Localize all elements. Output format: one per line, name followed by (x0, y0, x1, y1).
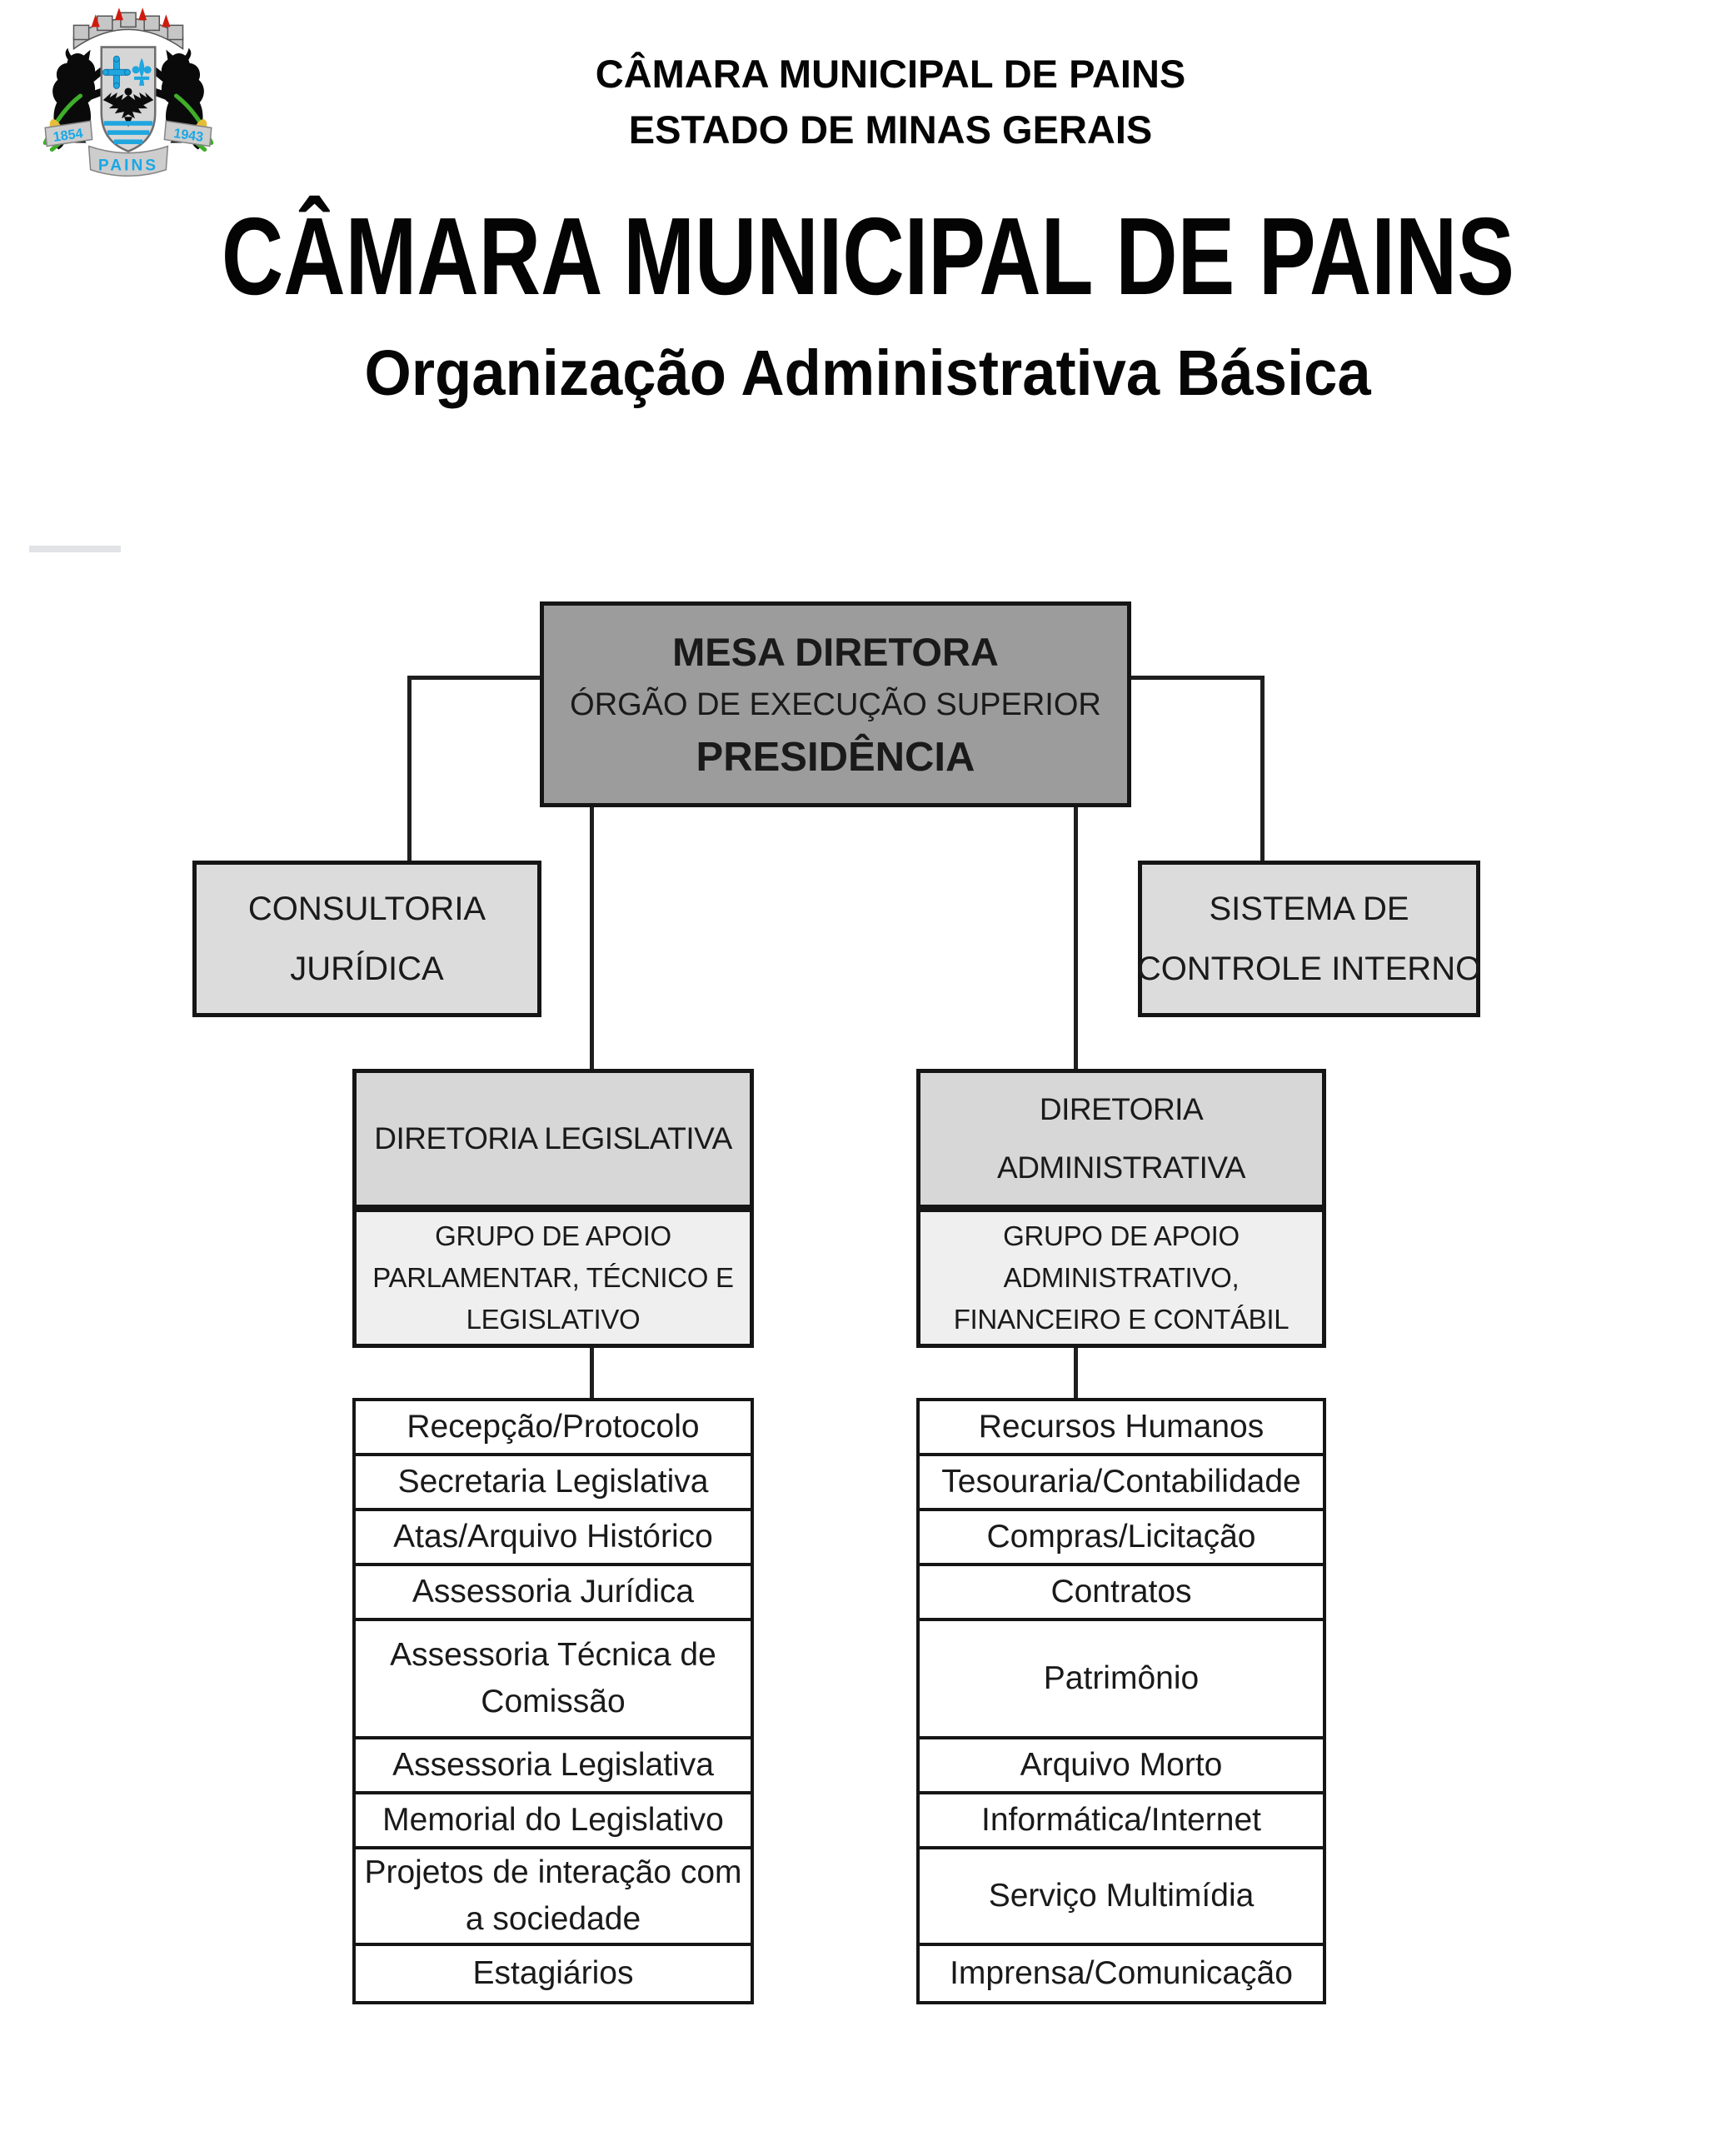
da-grupo-line2: ADMINISTRATIVO, (1003, 1262, 1240, 1293)
unit-row: Projetos de interação com a sociedade (356, 1849, 751, 1946)
letterhead-org-name: CÂMARA MUNICIPAL DE PAINS (595, 52, 1186, 96)
unit-row: Compras/Licitação (920, 1511, 1323, 1566)
mesa-line3: PRESIDÊNCIA (696, 734, 975, 780)
administrativa-unit-list (916, 1398, 1326, 2004)
page-title: CÂMARA MUNICIPAL DE PAINS (221, 195, 1515, 317)
unit-row: Recursos Humanos (920, 1401, 1323, 1456)
crown-icon (73, 7, 182, 48)
da-grupo-line1: GRUPO DE APOIO (1003, 1220, 1240, 1251)
unit-row: Recepção/Protocolo (356, 1401, 751, 1456)
city-label: PAINS (97, 157, 159, 175)
dl-grupo-line3: LEGISLATIVO (466, 1304, 641, 1335)
sistema-line1: SISTEMA DE (1209, 891, 1409, 927)
unit-row: Arquivo Morto (920, 1739, 1323, 1794)
connector-administrativa (1074, 807, 1078, 1069)
connector-administrativa-list (1074, 1348, 1078, 1398)
box-grupo-apoio-legislativo (352, 1209, 754, 1348)
box-grupo-apoio-administrativo (916, 1209, 1326, 1348)
consultoria-line2: JURÍDICA (290, 951, 444, 987)
connector-legislativa-list (590, 1348, 594, 1398)
unit-row: Patrimônio (920, 1621, 1323, 1739)
unit-row: Informática/Internet (920, 1794, 1323, 1849)
dl-header-label: DIRETORIA LEGISLATIVA (374, 1121, 732, 1155)
year-right-label: 1943 (172, 126, 205, 145)
unit-row: Estagiários (472, 1955, 634, 1991)
box-mesa-diretora (540, 601, 1131, 807)
unit-row: Assessoria Legislativa (356, 1739, 751, 1794)
box-diretoria-administrativa (916, 1069, 1326, 1209)
da-grupo-line3: FINANCEIRO E CONTÁBIL (953, 1304, 1290, 1335)
letterhead-state: ESTADO DE MINAS GERAIS (628, 107, 1153, 152)
unit-row: Assessoria Jurídica (356, 1566, 751, 1621)
unit-row: Tesouraria/Contabilidade (920, 1456, 1323, 1511)
unit-row: Imprensa/Comunicação (950, 1955, 1293, 1991)
connector-right-vertical (1260, 676, 1265, 861)
unit-row: Assessoria Técnica de Comissão (356, 1621, 751, 1739)
connector-left-horizontal (407, 676, 540, 680)
sistema-line2: CONTROLE INTERNO (1136, 951, 1482, 987)
unit-row: Serviço Multimídia (920, 1849, 1323, 1946)
connector-legislativa (590, 807, 594, 1069)
unit-row: Contratos (920, 1566, 1323, 1621)
year-left-label: 1854 (52, 126, 84, 145)
connector-right-horizontal (1131, 676, 1265, 680)
da-header-line2: ADMINISTRATIVA (997, 1150, 1245, 1185)
unit-row: Secretaria Legislativa (356, 1456, 751, 1511)
mesa-line2: ÓRGÃO DE EXECUÇÃO SUPERIOR (570, 686, 1101, 722)
legislativa-unit-list (352, 1398, 754, 2004)
connector-left-vertical (407, 676, 412, 861)
unit-row: Memorial do Legislativo (356, 1794, 751, 1849)
mesa-line1: MESA DIRETORA (672, 629, 999, 674)
page-subtitle: Organização Administrativa Básica (364, 337, 1372, 409)
box-diretoria-legislativa (352, 1069, 754, 1209)
divider-rule (29, 546, 121, 552)
box-controle-interno (1138, 861, 1480, 1017)
letterhead (0, 47, 1736, 157)
dl-grupo-line1: GRUPO DE APOIO (435, 1220, 671, 1251)
da-header-line1: DIRETORIA (1039, 1092, 1204, 1126)
consultoria-line1: CONSULTORIA (247, 891, 486, 927)
box-consultoria-juridica (192, 861, 541, 1017)
dl-grupo-line2: PARLAMENTAR, TÉCNICO E (372, 1262, 734, 1293)
unit-row: Atas/Arquivo Histórico (356, 1511, 751, 1566)
